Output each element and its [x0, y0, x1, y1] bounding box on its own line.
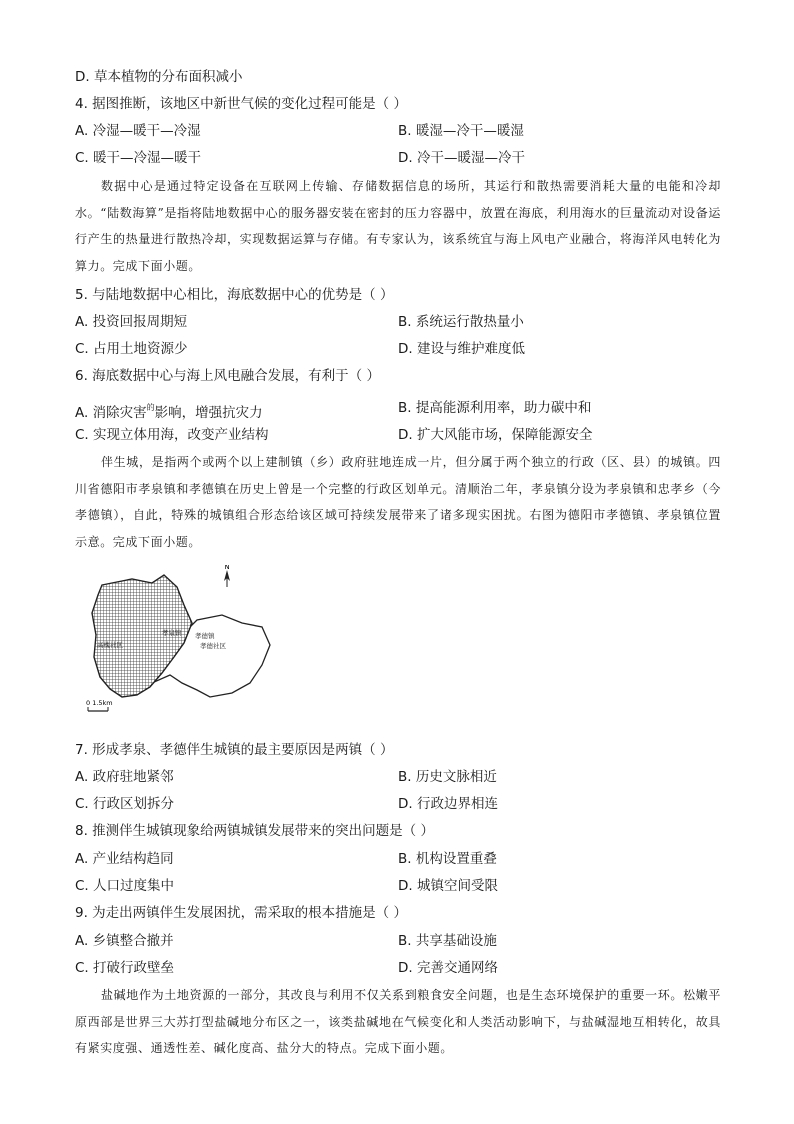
q8-option-b: B. 机构设置重叠 — [398, 851, 497, 867]
q5-option-a: A. 投资回报周期短 — [75, 314, 188, 330]
map-label-xiaode-community: 孝德社区 — [200, 642, 226, 650]
q6-stem: 6. 海底数据中心与海上风电融合发展，有利于（ ） — [75, 368, 380, 384]
q8-stem: 8. 推测伴生城镇现象给两镇城镇发展带来的突出问题是（ ） — [75, 823, 434, 839]
q7-option-a: A. 政府驻地紧邻 — [75, 769, 174, 785]
q6-option-b: B. 提高能源利用率，助力碳中和 — [398, 400, 592, 416]
q9-option-c: C. 打破行政壁垒 — [75, 960, 175, 976]
q4-option-b: B. 暖湿—冷干—暖湿 — [398, 123, 524, 139]
q5-option-b: B. 系统运行散热量小 — [398, 314, 524, 330]
passage-twin-towns-text: 伴生城，是指两个或两个以上建制镇（乡）政府驻地连成一片，但分属于两个独立的行政（区、县）的城镇。四川省德阳市孝泉镇和孝德镇在历史上曾是一个完整的行政区划单元。清顺治二年，孝泉镇分设为孝泉镇和忠孝乡（今孝德镇），自此，特殊的城镇组合形态给该区域可持续发展带来了诸多现实困扰。右图为德阳市孝德镇、孝泉镇位置示意。完成下面小题。 — [75, 455, 721, 549]
passage-twin-towns — [75, 449, 721, 555]
north-arrow-icon — [224, 570, 230, 587]
q4-stem: 4. 据图推断，该地区中新世气候的变化过程可能是（ ） — [75, 96, 407, 112]
q4-option-a: A. 冷湿—暖干—冷湿 — [75, 123, 201, 139]
passage-data-center — [75, 173, 721, 279]
q7-option-d: D. 行政边界相连 — [398, 796, 498, 812]
q6-option-a-pre: A. 消除灾害 — [75, 405, 147, 421]
q8-option-d: D. 城镇空间受限 — [398, 878, 498, 894]
q6-option-c: C. 实现立体用海，改变产业结构 — [75, 427, 269, 443]
scale-label: 0 1.5km — [86, 699, 113, 707]
q4-option-d: D. 冷干—暖湿—冷干 — [398, 150, 525, 166]
passage-saline-land-text: 盐碱地作为土地资源的一部分，其改良与利用不仅关系到粮食安全问题，也是生态环境保护的重要一环。松嫩平原西部是世界三大苏打型盐碱地分布区之一，该类盐碱地在气候变化和人类活动影响下，与盐碱湿地互相转化，故具有紧实度强、通透性差、碱化度高、盐分大的特点。完成下面小题。 — [75, 988, 721, 1055]
q7-stem: 7. 形成孝泉、孝德伴生城镇的最主要原因是两镇（ ） — [75, 742, 394, 758]
passage-data-center-text: 数据中心是通过特定设备在互联网上传输、存储数据信息的场所，其运行和散热需要消耗大量的电能和冷却水。“陆数海算”是指将陆地数据中心的服务器安装在密封的压力容器中，放置在海底，利用海水的巨量流动对设备运行产生的热量进行散热冷却，实现数据运算与存储。有专家认为，该系统宜与海上风电产业融合，将海洋风电转化为算力。完成下面小题。 — [75, 179, 721, 273]
q7-option-c: C. 行政区划拆分 — [75, 796, 175, 812]
map-label-gaohuai: 高槐社区 — [97, 641, 123, 649]
q6-option-a-sup: 的 — [146, 403, 155, 412]
q6-option-a-post: 影响，增强抗灾力 — [154, 405, 263, 421]
location-map — [82, 565, 292, 715]
q4-option-c: C. 暖干—冷湿—暖干 — [75, 150, 202, 166]
q9-option-d: D. 完善交通网络 — [398, 960, 498, 976]
q7-option-b: B. 历史文脉相近 — [398, 769, 497, 785]
q9-option-a: A. 乡镇整合撤并 — [75, 933, 174, 949]
q8-option-a: A. 产业结构趋同 — [75, 851, 174, 867]
q5-stem: 5. 与陆地数据中心相比，海底数据中心的优势是（ ） — [75, 287, 394, 303]
map-label-xiaoquan: 孝泉镇 — [162, 629, 182, 637]
q3-option-d: D. 草本植物的分布面积减小 — [75, 69, 243, 85]
scale-bar — [88, 707, 108, 711]
q6-option-d: D. 扩大风能市场，保障能源安全 — [398, 427, 593, 443]
q5-option-d: D. 建设与维护难度低 — [398, 341, 525, 357]
q9-option-b: B. 共享基础设施 — [398, 933, 497, 949]
north-label: N — [224, 565, 230, 571]
map-label-xiaode: 孝德镇 — [195, 632, 215, 640]
passage-saline-land — [75, 982, 721, 1062]
q9-stem: 9. 为走出两镇伴生发展困扰，需采取的根本措施是（ ） — [75, 905, 407, 921]
q6-option-a — [75, 399, 263, 422]
q5-option-c: C. 占用土地资源少 — [75, 341, 188, 357]
q8-option-c: C. 人口过度集中 — [75, 878, 175, 894]
